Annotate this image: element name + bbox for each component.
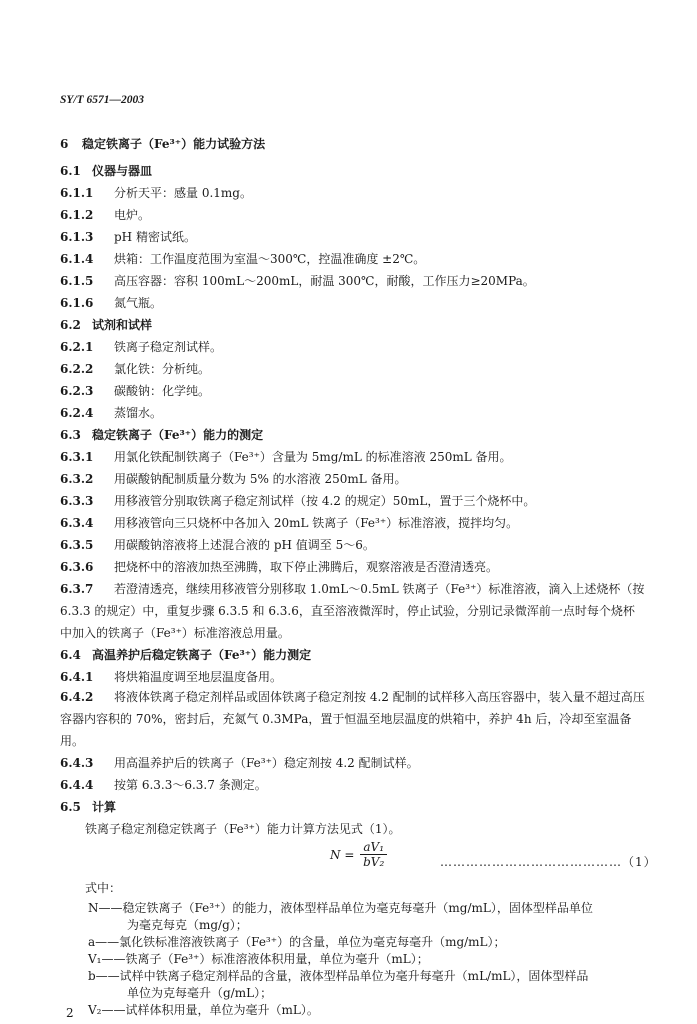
def-V1: V₁——铁离子（Fe³⁺）标准溶液体积用量，单位为毫升（mL）； [88,952,429,966]
section-title: 稳定铁离子（Fe³⁺）能力试验方法 [82,137,266,151]
clause-text: 用氯化铁配制铁离子（Fe³⁺）含量为 5mg/mL 的标准溶液 250mL 备用。 [114,450,512,464]
section-6-heading [60,136,265,152]
section-title: 高温养护后稳定铁离子（Fe³⁺）能力测定 [92,648,312,662]
clause-6-2-1 [60,339,222,355]
clause-number: 6.3.3 [60,494,94,508]
clause-6-3-1 [60,449,512,465]
formula-fraction [360,840,387,869]
clause-text: 烘箱：工作温度范围为室温～300℃，控温准确度 ±2℃。 [114,252,426,266]
clause-number: 6.4.1 [60,670,94,684]
formula-lhs: N = [330,847,355,862]
clause-text: 用碳酸钠溶液将上述混合液的 pH 值调至 5～6。 [114,538,375,552]
clause-text: 用高温养护后的铁离子（Fe³⁺）稳定剂按 4.2 配制试样。 [114,756,419,770]
clause-number: 6.2.3 [60,384,94,398]
clause-number: 6.3.5 [60,538,94,552]
equation-number: ……………………………………（1） [440,855,657,869]
clause-number: 6.3.2 [60,472,94,486]
clause-number: 6.1.1 [60,186,94,200]
clause-6-4-3 [60,755,419,771]
clause-number: 6.3.4 [60,516,94,530]
formula-denominator: bV₂ [363,855,385,869]
clause-6-1-3 [60,229,196,245]
section-6-4-heading [60,647,311,663]
clause-number: 6.3.7 [60,582,94,596]
clause-text: 分析天平：感量 0.1mg。 [114,186,252,200]
clause-number: 6.3.6 [60,560,94,574]
clause-6-1-5 [60,273,535,289]
clause-text: 蒸馏水。 [114,406,163,420]
clause-text: 碳酸钠：化学纯。 [114,384,211,398]
section-number: 6.5 [60,800,81,814]
def-N-line2: 为毫克每克（mg/g）； [127,918,248,932]
clause-text: 若澄清透亮，继续用移液管分别移取 1.0mL～0.5mL 铁离子（Fe³⁺）标准溶液，滴入上述烧杯（按 6.3.3 的规定）中，重复步骤 6.3.5 和 6.3.6，直至溶液微浑时，停止试验，分别记录微浑前一点时每个烧杯中加入的铁离子（Fe³⁺）标准溶液总用量。 [60,582,645,640]
document-header: SY/T 6571—2003 [60,94,145,106]
clause-text: 氮气瓶。 [114,296,163,310]
clause-text: 氯化铁：分析纯。 [114,362,211,376]
section-number: 6.1 [60,164,81,178]
clause-6-3-7 [60,578,645,644]
clause-number: 6.1.3 [60,230,94,244]
clause-text: pH 精密试纸。 [114,230,196,244]
clause-number: 6.2.1 [60,340,94,354]
def-b-line1: b——试样中铁离子稳定剂样品的含量，液体型样品单位为毫升每毫升（mL/mL），固体型样品 [88,969,589,983]
clause-6-4-4 [60,777,267,793]
where-label: 式中： [85,881,122,895]
clause-text: 将烘箱温度调至地层温度备用。 [114,670,283,684]
section-number: 6.3 [60,428,81,442]
section-title: 试剂和试样 [92,318,153,332]
section-6-1-heading [60,163,152,179]
page-number: 2 [66,1006,74,1020]
clause-number: 6.4.4 [60,778,94,792]
clause-text: 电炉。 [114,208,151,222]
def-V2: V₂——试样体积用量，单位为毫升（mL）。 [88,1003,319,1017]
clause-number: 6.4.2 [60,690,94,704]
clause-6-2-4 [60,405,162,421]
section-6-2-heading [60,317,152,333]
clause-6-4-1 [60,669,282,685]
clause-6-3-4 [60,515,518,531]
clause-6-3-5 [60,537,375,553]
section-6-5-heading [60,799,116,815]
clause-6-1-2 [60,207,150,223]
def-a: a——氯化铁标准溶液铁离子（Fe³⁺）的含量，单位为毫克每毫升（mg/mL）； [88,935,506,949]
clause-6-2-3 [60,383,210,399]
clause-text: 用移液管分别取铁离子稳定剂试样（按 4.2 的规定）50mL，置于三个烧杯中。 [114,494,536,508]
section-number: 6 [60,137,69,151]
clause-6-4-2 [60,686,645,752]
formula-1 [330,840,387,869]
clause-number: 6.1.2 [60,208,94,222]
clause-text: 高压容器：容积 100mL～200mL，耐温 300℃，耐酸，工作压力≥20MPa。 [114,274,535,288]
section-number: 6.4 [60,648,81,662]
section-6-3-heading [60,427,263,443]
clause-6-1-6 [60,295,162,311]
clause-number: 6.2.4 [60,406,94,420]
clause-6-3-6 [60,559,498,575]
clause-number: 6.3.1 [60,450,94,464]
clause-text: 用碳酸钠配制质量分数为 5% 的水溶液 250mL 备用。 [114,472,407,486]
def-N-line1: N——稳定铁离子（Fe³⁺）的能力，液体型样品单位为毫克每毫升（mg/mL），固体型样品单位 [88,901,593,915]
clause-number: 6.2.2 [60,362,94,376]
def-b-line2: 单位为克每毫升（g/mL）； [127,986,273,1000]
clause-6-3-3 [60,493,535,509]
clause-text: 铁离子稳定剂试样。 [114,340,223,354]
clause-text: 把烧杯中的溶液加热至沸腾，取下停止沸腾后，观察溶液是否澄清透亮。 [114,560,499,574]
clause-6-2-2 [60,361,210,377]
clause-number: 6.4.3 [60,756,94,770]
formula-numerator: aV₁ [360,840,387,855]
clause-6-1-4 [60,251,425,267]
clause-6-1-1 [60,185,252,201]
clause-text: 将液体铁离子稳定剂样品或固体铁离子稳定剂按 4.2 配制的试样移入高压容器中，装入量不超过高压容器内容积的 70%，密封后，充氮气 0.3MPa，置于恒温至地层温度的烘箱中，养护 4h 后，冷却至室温备用。 [60,690,645,748]
calc-intro: 铁离子稳定剂稳定铁离子（Fe³⁺）能力计算方法见式（1）。 [85,822,401,836]
clause-text: 按第 6.3.3～6.3.7 条测定。 [114,778,267,792]
clause-number: 6.1.4 [60,252,94,266]
section-number: 6.2 [60,318,81,332]
section-title: 仪器与器皿 [92,164,153,178]
section-title: 计算 [92,800,117,814]
section-title: 稳定铁离子（Fe³⁺）能力的测定 [92,428,264,442]
clause-text: 用移液管向三只烧杯中各加入 20mL 铁离子（Fe³⁺）标准溶液，搅拌均匀。 [114,516,519,530]
clause-number: 6.1.5 [60,274,94,288]
clause-number: 6.1.6 [60,296,94,310]
clause-6-3-2 [60,471,407,487]
